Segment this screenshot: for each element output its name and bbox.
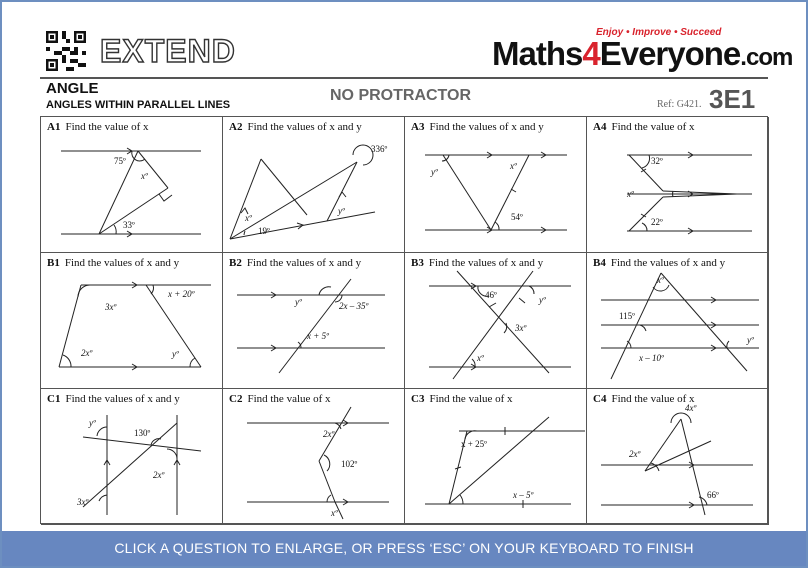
question-diagram <box>223 389 405 525</box>
svg-text:x – 10º: x – 10º <box>639 353 664 363</box>
svg-text:x + 5º: x + 5º <box>307 331 329 341</box>
svg-text:x – 5º: x – 5º <box>513 490 534 500</box>
brand-wordmark: Maths4Everyone.com <box>492 35 793 72</box>
topic-title: ANGLE <box>46 80 99 97</box>
question-header: B4 Find the values of x and y <box>593 257 726 269</box>
question-diagram <box>41 117 223 253</box>
svg-text:4xº: 4xº <box>685 403 697 413</box>
question-b1[interactable] <box>41 253 223 389</box>
svg-text:x + 20º: x + 20º <box>168 289 195 299</box>
svg-text:yº: yº <box>295 297 302 307</box>
svg-text:2xº: 2xº <box>323 429 335 439</box>
question-diagram <box>587 389 769 525</box>
svg-text:yº: yº <box>172 349 179 359</box>
extend-heading: EXTEND <box>100 33 236 69</box>
question-header: B1 Find the values of x and y <box>47 257 180 269</box>
question-diagram <box>587 117 769 253</box>
svg-text:yº: yº <box>747 335 754 345</box>
question-b4[interactable] <box>587 253 769 389</box>
svg-text:2xº: 2xº <box>629 449 641 459</box>
svg-text:xº: xº <box>245 213 252 223</box>
question-grid <box>40 116 768 524</box>
qr-code-icon <box>46 31 86 71</box>
question-diagram <box>41 389 223 525</box>
question-diagram <box>405 253 587 389</box>
question-header: B2 Find the values of x and y <box>229 257 362 269</box>
instruction-bar: CLICK A QUESTION TO ENLARGE, OR PRESS ‘ESC’ ON YOUR KEYBOARD TO FINISH <box>2 531 806 566</box>
svg-text:3xº: 3xº <box>105 302 117 312</box>
question-header: A1 Find the value of x <box>47 121 149 133</box>
question-header: A2 Find the values of x and y <box>229 121 362 133</box>
svg-text:66º: 66º <box>707 490 719 500</box>
question-header: C3 Find the value of x <box>411 393 513 405</box>
question-diagram <box>587 253 769 389</box>
svg-text:54º: 54º <box>511 212 523 222</box>
svg-text:2xº: 2xº <box>153 470 165 480</box>
svg-text:xº: xº <box>510 161 517 171</box>
svg-text:19º: 19º <box>258 226 270 236</box>
no-protractor-note: NO PROTRACTOR <box>330 87 472 104</box>
svg-text:3xº: 3xº <box>77 497 89 507</box>
reference-label: Ref: G421. <box>657 99 702 110</box>
subtopic-title: ANGLES WITHIN PARALLEL LINES <box>46 99 231 111</box>
svg-text:75º: 75º <box>114 156 126 166</box>
question-b3[interactable] <box>405 253 587 389</box>
svg-text:xº: xº <box>627 189 634 199</box>
svg-text:22º: 22º <box>651 217 663 227</box>
svg-text:2xº: 2xº <box>81 348 93 358</box>
question-diagram <box>405 389 587 525</box>
svg-text:x + 25º: x + 25º <box>461 439 487 449</box>
question-diagram <box>405 117 587 253</box>
svg-text:xº: xº <box>657 275 664 285</box>
svg-text:yº: yº <box>338 206 345 216</box>
brand-logo <box>492 27 793 76</box>
svg-text:33º: 33º <box>123 220 135 230</box>
question-diagram <box>41 253 223 389</box>
header-divider <box>40 77 768 79</box>
svg-text:xº: xº <box>331 508 338 518</box>
svg-text:yº: yº <box>539 295 546 305</box>
question-c1[interactable] <box>41 389 223 525</box>
svg-text:xº: xº <box>141 171 148 181</box>
svg-text:xº: xº <box>477 353 484 363</box>
svg-text:2x – 35º: 2x – 35º <box>339 301 369 311</box>
worksheet-code: 3E1 <box>709 84 756 114</box>
question-header: C1 Find the values of x and y <box>47 393 180 405</box>
question-a3[interactable] <box>405 117 587 253</box>
question-header: C4 Find the value of x <box>593 393 695 405</box>
svg-text:32º: 32º <box>651 156 663 166</box>
svg-text:130º: 130º <box>134 428 151 438</box>
svg-text:yº: yº <box>431 167 438 177</box>
svg-text:115º: 115º <box>619 311 635 321</box>
svg-text:102º: 102º <box>341 459 358 469</box>
question-a1[interactable] <box>41 117 223 253</box>
question-diagram <box>223 117 405 253</box>
question-b2[interactable] <box>223 253 405 389</box>
svg-text:3xº: 3xº <box>515 323 527 333</box>
question-c2[interactable] <box>223 389 405 525</box>
question-c4[interactable] <box>587 389 769 525</box>
question-header: C2 Find the value of x <box>229 393 331 405</box>
question-a4[interactable] <box>587 117 769 253</box>
svg-text:46º: 46º <box>485 290 497 300</box>
svg-text:yº: yº <box>89 418 96 428</box>
question-c3[interactable] <box>405 389 587 525</box>
brand-tagline: Enjoy • Improve • Succeed <box>596 27 722 38</box>
question-a2[interactable] <box>223 117 405 253</box>
question-diagram <box>223 253 405 389</box>
question-header: A3 Find the values of x and y <box>411 121 544 133</box>
svg-text:336º: 336º <box>371 144 388 154</box>
question-header: A4 Find the value of x <box>593 121 695 133</box>
question-header: B3 Find the values of x and y <box>411 257 544 269</box>
